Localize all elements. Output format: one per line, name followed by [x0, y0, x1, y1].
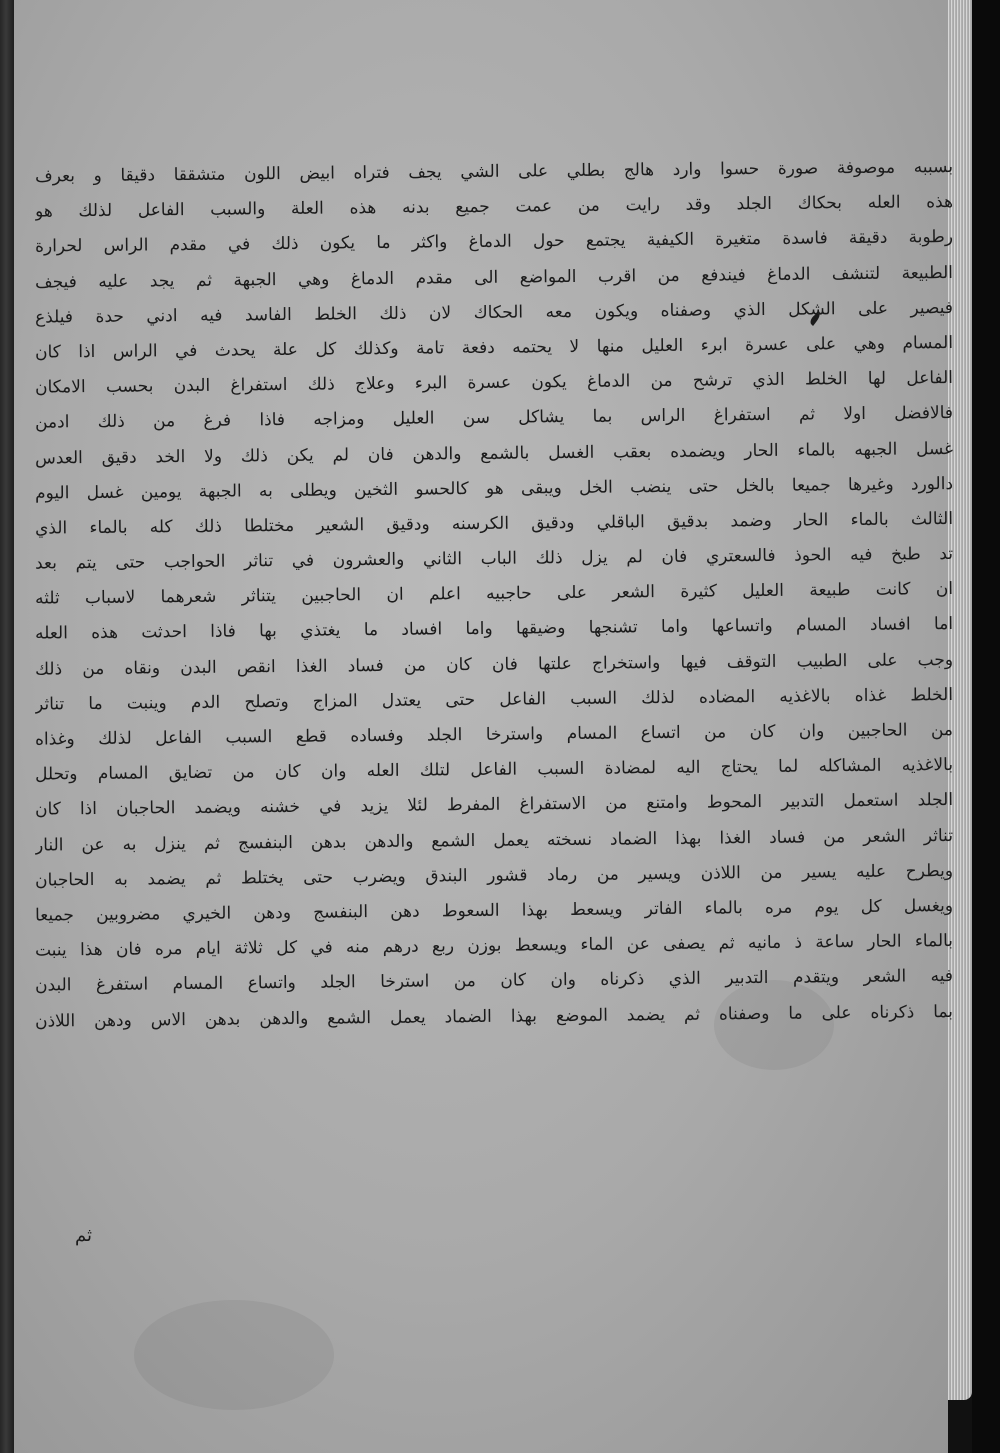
text-line: ويطرح عليه يسير من اللاذن ويسير من رماد قشور البندق ويضرب حتى يختلط ثم يضمد به الحاجبان: [34, 860, 954, 891]
text-line: من الحاجبين وان كان من اتساع المسام واسترخا الجلد وفساده قطع السبب الفاعل لذلك وغذاه: [34, 720, 954, 750]
text-line: ان كانت طبيعة العليل كثيرة الشعر على حاجبيه اعلم ان الحاجبين يتناثر شعرهما لاسباب ثلثه: [34, 579, 954, 609]
text-line: بالاغذيه المشاكله لما يحتاج اليه لمضادة السبب الفاعل لتلك العله وان كان من تضايق المسام وتحلل: [34, 755, 954, 785]
text-line: فالافضل اولا ثم استفراغ الراس بما يشاكل سن العليل ومزاجه فاذا فرغ من ذلك ادمن: [34, 403, 954, 433]
binding-shadow: [972, 0, 1000, 1453]
text-line: الثالث بالماء الحار وضمد بدقيق الباقلي ودقيق الكرسنه ودقيق الشعير مختلطا ذلك كله بالماء الذي: [34, 508, 954, 539]
text-line: غسل الجبهه بالماء الحار ويضمده بعقب الغسل بالشمع والدهن فان لم يكن ذلك ولا الخد دقيق العدس: [34, 438, 954, 469]
catchword: ثم: [75, 1225, 92, 1246]
text-line: ويغسل كل يوم مره بالماء الفاتر ويسعط بهذا السعوط دهن البنفسج ودهن الخيري مضروبين جميعا: [34, 895, 954, 926]
text-line: تد طبخ فيه الحوذ فالسعتري فان لم يزل ذلك الباب الثاني والعشرون في تناثر الحواجب حتى يتم بعد: [34, 544, 954, 574]
text-line: اما افساد المسام واتساعها واما تشنجها وضيقها واما افساد ما يغتذي بها فاذا احدثت هذه العله: [34, 614, 954, 645]
paper-stain: [134, 1300, 334, 1410]
text-line: بسببه موصوفة صورة حسوا وارد هالج بطلي على الشي يجف فتراه ابيض اللون متشققا دقيقا و بعرف: [34, 157, 954, 187]
text-line: رطوبة دقيقة فاسدة متغيرة الكيفية يجتمع حول الدماغ واكثر ما يكون ذلك في مقدم الراس لحرارة: [34, 227, 954, 257]
manuscript-text-block: [35, 150, 953, 1030]
text-line: وجب على الطبيب التوقف فيها واستخراج علتها فان كان من فساد الغذا انقص البدن ونقاه من ذلك: [34, 649, 954, 680]
text-line: الخلط غذاه بالاغذيه المضاده لذلك السبب الفاعل حتى يعتدل المزاج وتصلح الدم وينبت ما تناثر: [34, 684, 954, 715]
text-line: الفاعل لها الخلط الذي ترشح من الدماغ يكون عسرة البرء وعلاج ذلك استفراغ البدن بحسب الامكان: [34, 368, 954, 398]
text-line: فيه الشعر ويتقدم التدبير الذي ذكرناه وان كان من استرخا الجلد واتساع المسام استفرغ البدن: [34, 966, 954, 996]
text-line: بالماء الحار ساعة ذ مانيه ثم يصفى عن الماء ويسعط بوزن ربع درهم منه في كل ثلاثة ايام مره فان هذا ينبت: [34, 931, 954, 961]
text-line: المسام وهي على عسرة ابرء العليل منها لا يحتمه دفعة تامة وكذلك كل علة يحدث في الراس اذا كان: [34, 332, 954, 363]
text-line: تناثر الشعر من فساد الغذا بهذا الضماد نسخته يعمل الشمع والدهن بدهن البنفسج ثم ينزل به عن النار: [34, 825, 954, 856]
text-line: بما ذكرناه على ما وصفناه ثم يضمد الموضع بهذا الضماد يعمل الشمع والدهن بدهن الاس ودهن اللاذن: [34, 1001, 954, 1032]
text-line: فيصير على الشكل الذي وصفناه ويكون معه الحكاك لان ذلك الخلط الفاسد فيه ادني حدة فيلذع: [34, 297, 954, 328]
text-line: الجلد استعمل التدبير المحوط وامتنع من الاستفراغ المفرط لئلا يزيد في خشنه ويضمد الحاجبان اذا كان: [34, 790, 954, 820]
text-line: الطبيعة لتنشف الدماغ فيندفع من اقرب المواضع الى مقدم الدماغ وهي الجبهة ثم يجد عليه فيجف: [34, 262, 954, 293]
text-line: دالورد وغيرها جميعا بالخل حتى ينضب الخل ويبقى هو كالحسو الثخين ويطلى به الجبهة يومين غسل اليوم: [34, 473, 954, 504]
text-line: هذه العله بحكاك الجلد وقد رايت من عمت جميع بدنه هذه العلة والسبب الفاعل لذلك هو: [34, 192, 954, 222]
